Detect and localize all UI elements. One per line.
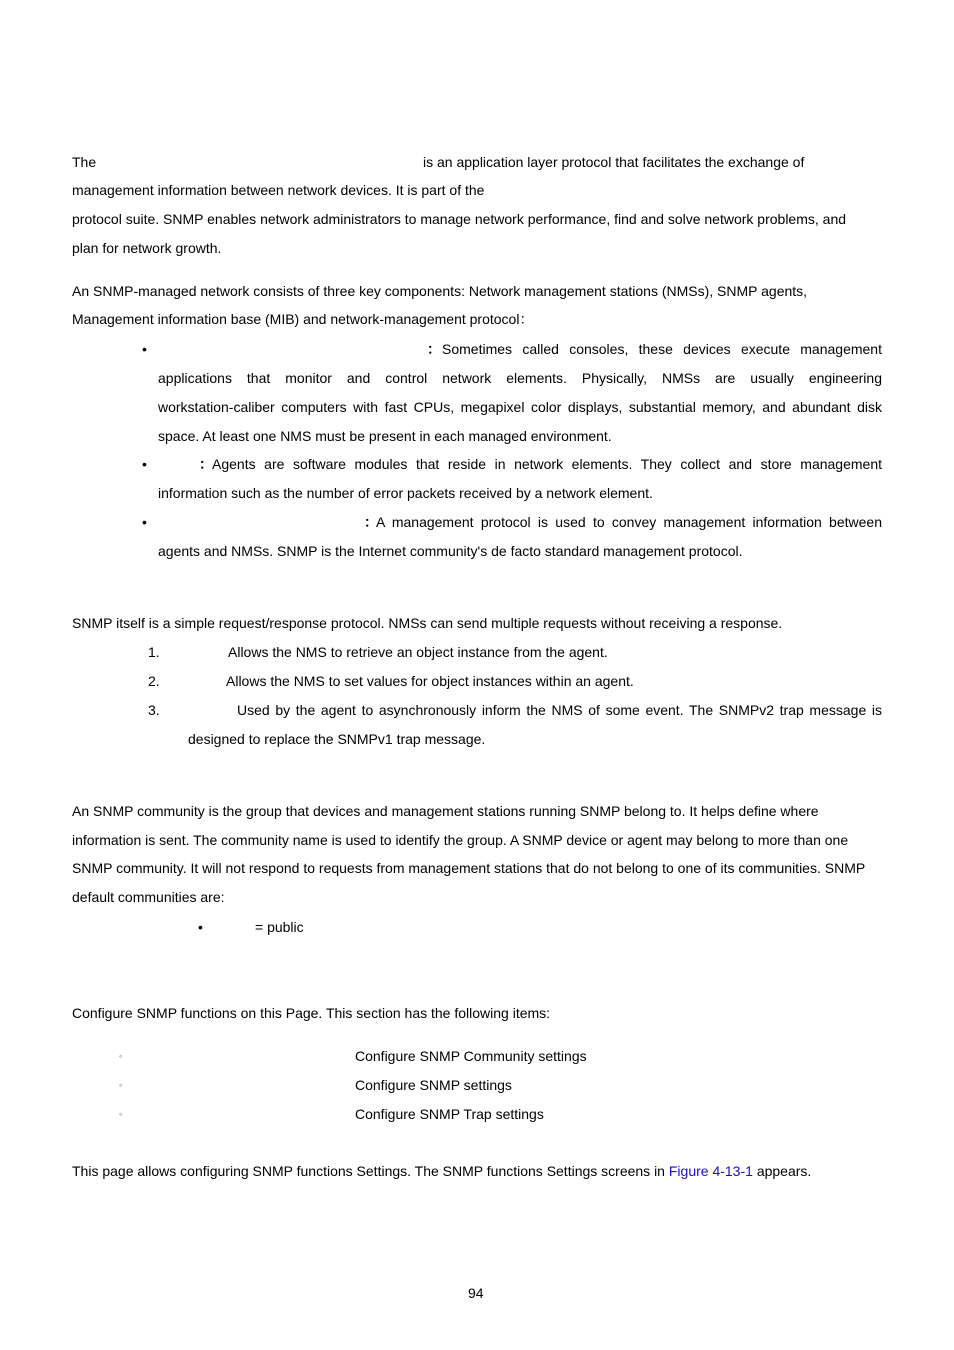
item-text: applications that monitor and control network elements. Physically, NMSs are usually engineering	[158, 370, 882, 386]
item-text: agents and NMSs. SNMP is the Internet community's de facto standard management protocol.	[158, 543, 743, 559]
list-number: 2.	[148, 673, 160, 689]
circle-bullet-icon: ◦	[119, 1080, 123, 1090]
community-text: information is sent. The community name is used to identify the group. A SNMP device or agent may belong to more than one	[72, 832, 849, 848]
item-colon: ：	[427, 341, 441, 357]
list-number: 1.	[148, 644, 160, 660]
item-text: Agents are software modules that reside in network elements. They collect and store management	[212, 456, 882, 472]
item-text: information such as the number of error packets received by a network element.	[158, 485, 653, 501]
closing-text-after: appears.	[756, 1163, 812, 1179]
bullet-icon: •	[142, 514, 147, 530]
intro-text: is an application layer protocol that facilitates the exchange of	[423, 154, 805, 170]
list-item: Allows the NMS to set values for object instances within an agent.	[226, 673, 634, 689]
configure-intro: Configure SNMP functions on this Page. This section has the following items:	[72, 1005, 551, 1021]
bullet-icon: •	[142, 341, 147, 357]
item-text: space. At least one NMS must be present in each managed environment.	[158, 428, 612, 444]
bullet-icon: •	[142, 456, 147, 472]
operations-intro: SNMP itself is a simple request/response protocol. NMSs can send multiple requests without receiving a response.	[72, 615, 783, 631]
community-text: default communities are:	[72, 889, 225, 905]
list-item: Allows the NMS to retrieve an object instance from the agent.	[228, 644, 608, 660]
community-text: An SNMP community is the group that devices and management stations running SNMP belong to. It helps define where	[72, 803, 819, 819]
item-colon: ：	[364, 514, 378, 530]
item-colon: ：	[199, 456, 213, 472]
intro-text: plan for network growth.	[72, 240, 222, 256]
bullet-icon: •	[198, 919, 203, 935]
closing-text	[72, 1162, 811, 1180]
configure-item: Configure SNMP Community settings	[355, 1048, 587, 1064]
configure-item: Configure SNMP Trap settings	[355, 1106, 544, 1122]
community-item: = public	[255, 919, 304, 935]
item-text: Sometimes called consoles, these devices execute management	[442, 341, 882, 357]
list-number: 3.	[148, 702, 160, 718]
item-text: workstation-caliber computers with fast CPUs, megapixel color displays, substantial memory, and abundant disk	[158, 399, 882, 415]
list-item: designed to replace the SNMPv1 trap message.	[188, 731, 486, 747]
circle-bullet-icon: ◦	[119, 1109, 123, 1119]
list-item: Used by the agent to asynchronously inform the NMS of some event. The SNMPv2 trap message is	[237, 702, 882, 718]
configure-item: Configure SNMP settings	[355, 1077, 512, 1093]
intro-text: The	[72, 154, 97, 170]
components-text: Management information base (MIB) and network-management protocol：	[72, 311, 534, 327]
closing-text-before: This page allows configuring SNMP functions Settings. The SNMP functions Settings screens in	[72, 1163, 665, 1179]
intro-text: protocol suite. SNMP enables network administrators to manage network performance, find and solve network problems, and	[72, 211, 847, 227]
page-number: 94	[468, 1285, 484, 1301]
item-text: A management protocol is used to convey management information between	[376, 514, 882, 530]
community-text: SNMP community. It will not respond to requests from management stations that do not belong to one of its communities. SNMP	[72, 860, 866, 876]
intro-text: management information between network devices. It is part of the	[72, 182, 485, 198]
components-text: An SNMP-managed network consists of three key components: Network management stations (NMSs), SNMP agents,	[72, 283, 808, 299]
figure-link[interactable]: Figure 4-13-1	[668, 1163, 753, 1179]
circle-bullet-icon: ◦	[119, 1051, 123, 1061]
